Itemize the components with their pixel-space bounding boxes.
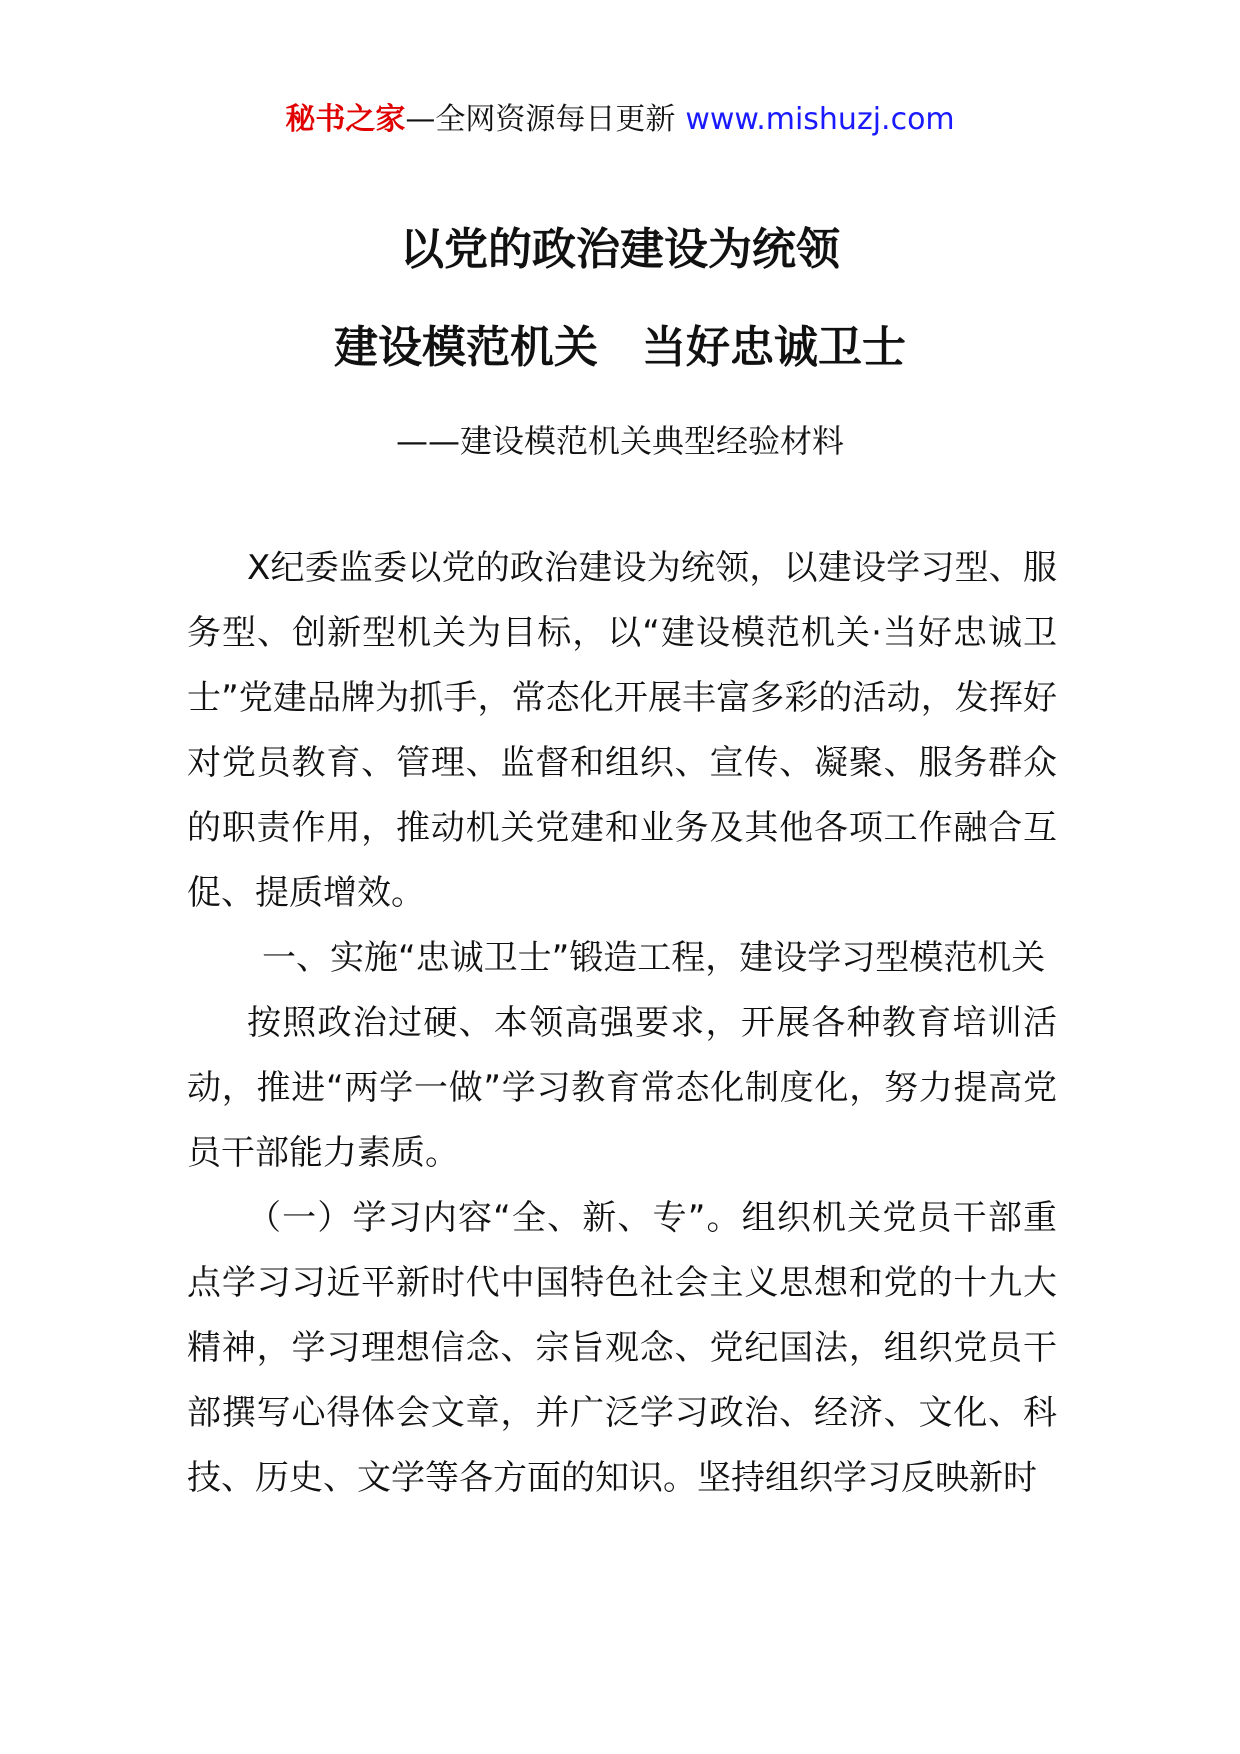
document-title-line-2: 建设模范机关 当好忠诚卫士: [334, 322, 906, 373]
body-paragraph-intro: X纪委监委以党的政治建设为统领，以建设学习型、服务型、创新型机关为目标，以“建设模范机关·当好忠诚卫士”党建品牌为抓手，常态化开展丰富多彩的活动，发挥好对党员教育、管理、监督和组织、宣传、凝聚、服务群众的职责作用，推动机关党建和业务及其他各项工作融合互促、提质增效。: [187, 548, 1057, 913]
body-paragraph-section-1: 按照政治过硬、本领高强要求，开展各种教育培训活动，推进“两学一做”学习教育常态化制度化，努力提高党员干部能力素质。: [187, 1003, 1057, 1173]
document-subtitle: ——建设模范机关典型经验材料: [395, 422, 844, 460]
brand-name: 秘书之家: [285, 102, 406, 137]
document-body: [187, 536, 1057, 1511]
site-tagline: —全网资源每日更新: [405, 102, 676, 137]
section-heading-1: 一、实施“忠诚卫士”锻造工程，建设学习型模范机关: [262, 938, 1046, 978]
site-url-link[interactable]: www.mishuzj.com: [685, 102, 955, 137]
body-paragraph-subsection-1: （一）学习内容“全、新、专”。组织机关党员干部重点学习习近平新时代中国特色社会主义思想和党的十九大精神，学习理想信念、宗旨观念、党纪国法，组织党员干部撰写心得体会文章，并广泛学习政治、经济、文化、科技、历史、文学等各方面的知识。坚持组织学习反映新时: [187, 1198, 1057, 1498]
site-header: [0, 100, 1240, 140]
document-title-line-1: 以党的政治建设为统领: [400, 224, 840, 275]
